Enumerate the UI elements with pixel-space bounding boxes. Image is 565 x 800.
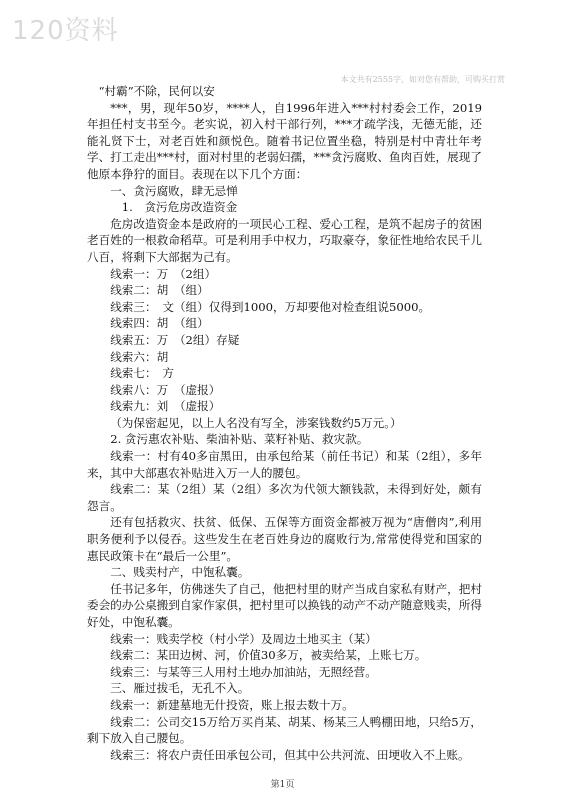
clue-item: 线索三：与某等三人用村土地办加油站，无照经营。 [110,664,377,679]
clue-item: 线索二：某田边树、河，价值30多万，被卖给某，上账七万。 [110,648,427,663]
clue-item: 线索一：万 （2组） [110,266,217,281]
clue-item: 线索八：万 （虚报） [110,382,221,397]
clue-item: 线索九：刘 （虚报） [110,399,221,414]
paragraph-intro: ***，男，现年50岁，****人，自1996年进入***村村委会工作，2019年担任村支书至今。老实说，初入村干部行列，***才疏学浅，无德无能，还能礼贤下士，对老百姓和颜悦色。随着书记位置坐稳，特别是村中青壮年考学、打工走出***村，面对村里的老弱妇孺，***贪污腐败、鱼肉百姓，展现了他原本狰狞的面目。表现在以下几个方面： [87,100,482,181]
document-body [87,83,482,763]
section-heading-1: 一、贪污腐败，肆无忌惮 [110,183,238,198]
clue-item: 线索七： 方 [110,366,174,381]
clue-item: 线索一：新建墓地无什投资，账上报去数十万。 [110,697,354,712]
document-title: “村霸”不除，民何以安 [98,84,215,98]
section-heading-3: 三、雁过拔毛，无孔不入。 [110,681,250,696]
paragraph: 任书记多年，仿佛迷失了自己，他把村里的财产当成自家私有财产，把村委会的办公桌搬到自家作家俱，把村里可以换钱的动产不动产随意贱卖，所得好处，中饱私囊。 [87,581,482,629]
clue-item: 线索六：胡 [110,349,169,364]
watermark-logo: 120资料 [12,16,119,46]
subsection-heading-2: 2. 贪污惠农补贴、柴油补贴、菜籽补贴、救灾款。 [110,432,369,447]
clue-item: 线索二：公司交15万给万买肖某、胡某、杨某三人鸭棚田地，只给5万，剩下放入自己腰包。 [87,714,482,746]
page-number: 第1页 [270,780,295,790]
clue-item: 线索三：将农户责任田承包公司，但其中公共河流、田埂收入不上账。 [110,747,470,762]
paragraph: 还有包括救灾、扶贫、低保、五保等方面资金都被万视为“唐僧肉”,利用职务便利予以侵吞。这些发生在老百姓身边的腐败行为,常常使得党和国家的惠民政策卡在“最后一公里”。 [87,515,482,563]
clue-item: 线索一：贱卖学校（村小学）及周边土地买主（某） [110,631,377,646]
subsection-heading-1: 1. 贪污危房改造资金 [121,200,238,215]
clue-item: 线索二：胡 （组） [110,283,209,298]
clue-item: 线索五：万 （2组）存疑 [110,332,240,347]
clue-item: 线索四：胡 （组） [110,316,209,331]
clue-item: 线索二：某（2组）某（2组）多次为代领大额钱款，未得到好处，颇有怨言。 [87,482,482,513]
paragraph: 危房改造资金本是政府的一项民心工程、爱心工程，是筑不起房子的贫困老百姓的一根救命稻草。可是利用手中权力，巧取豪夺，象征性地给农民千儿八百，将剩下大部据为己有。 [87,216,482,264]
section-heading-2: 二、贱卖村产，中饱私囊。 [110,565,250,580]
clue-item: 线索三： 文（组）仅得到1000，万却要他对检查组说5000。 [110,299,431,314]
header-note: 本文共有2555字，如对您有帮助，可购买打赏 [340,75,505,84]
paragraph-note: （为保密起见，以上人名没有写全，涉案钱数约5万元。） [110,415,402,430]
clue-item: 线索一：村有40多亩黑田，由承包给某（前任书记）和某（2组），多年来，其中大部惠农补贴进入万一人的腰包。 [87,449,482,480]
